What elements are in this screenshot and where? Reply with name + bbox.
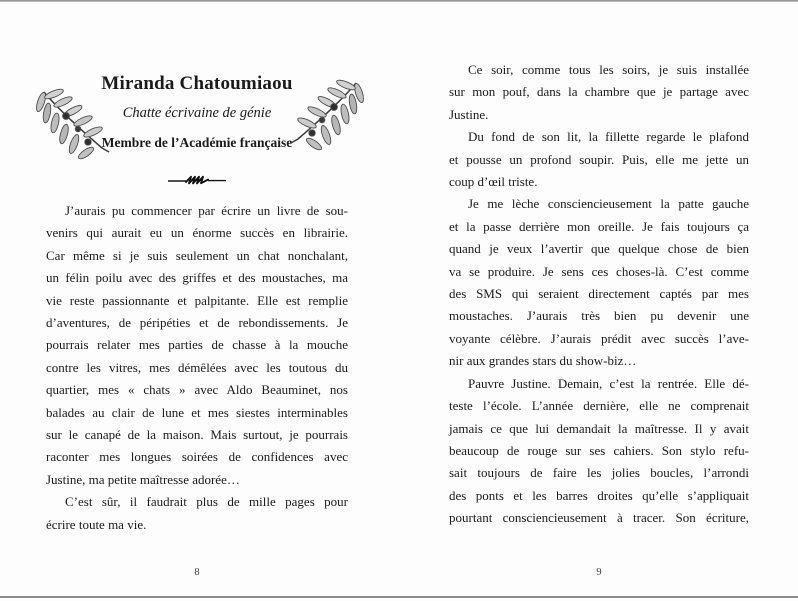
author-subtitle: Chatte écrivaine de génie: [122, 105, 272, 121]
text-line: moustaches. J’aurais très bien pu devenir une: [449, 308, 749, 324]
text-line: d’aventures, de péripéties et de rebondissements. Je: [46, 315, 348, 331]
text-line: et la passe derrière mon oreille. Je fais toujours ça: [449, 218, 749, 234]
text-line: un félin poilu avec des griffes et des moustaches, ma: [46, 270, 348, 286]
text-line: pourrais relater mes parties de chasse à la mouche: [46, 337, 348, 353]
text-line: quand je veux l’avertir que quelque chose de bien: [449, 241, 749, 257]
paragraph: [449, 126, 749, 193]
page-number-right: 9: [596, 567, 602, 578]
right-page-text: [449, 59, 749, 530]
paragraph: [46, 200, 348, 491]
left-page-text: [46, 200, 348, 536]
text-line: sur le canapé de la maison. Mais surtout, je pourrais: [46, 427, 348, 443]
page-number-left: 8: [194, 567, 200, 578]
text-line: vie reste passionnante et palpitante. Elle est remplie: [46, 292, 348, 308]
text-line: Car même si je suis seulement un chat nonchalant,: [46, 247, 348, 263]
text-line: des SMS qui seraient directement captés par mes: [449, 286, 749, 302]
paragraph: [46, 491, 348, 536]
text-line: quartier, mes « chats » avec Aldo Beauminet, nos: [46, 382, 348, 398]
text-line: Du fond de son lit, la fillette regarde le plafond: [468, 129, 749, 145]
olive-branch-right-icon: [290, 76, 370, 156]
paragraph: [449, 193, 749, 372]
text-line: beaucoup de rouge sur ses cahiers. Son stylo refu-: [449, 442, 749, 458]
text-line: nir aux grandes stars du show-biz…: [449, 353, 637, 369]
text-line: C’est sûr, il faudrait plus de mille pages pour: [65, 494, 348, 510]
text-line: venirs qui aurait eu un énorme succès en librairie.: [46, 225, 348, 241]
text-line: J’aurais pu commencer par écrire un livre de sou-: [65, 203, 348, 218]
text-line: voyante célèbre. J’aurais prédit avec succès l’ave-: [449, 330, 749, 346]
paragraph: [449, 373, 749, 530]
text-line: coup d’œil triste.: [449, 174, 538, 190]
text-line: sait toujours de faire les jolies boucles, l’arrondi: [449, 465, 749, 481]
text-line: écrire toute ma vie.: [46, 516, 147, 532]
text-line: sur mon pouf, dans la chambre que je partage avec: [449, 84, 749, 100]
text-line: va se produire. Je sens ces choses-là. C’est comme: [449, 263, 749, 279]
text-line: Justine.: [449, 106, 489, 122]
olive-branch-left-icon: [30, 85, 110, 165]
text-line: contre les vitres, mes démêlées avec les toutous du: [46, 359, 348, 375]
text-line: des ponts et les barres droites qu’elle s’appliquait: [449, 487, 749, 503]
text-line: jamais ce que lui demandait la maîtresse. Il y avait: [449, 420, 749, 436]
text-line: Ce soir, comme tous les soirs, je suis installée: [468, 62, 749, 77]
text-line: teste l’école. L’année dernière, elle ne comprenait: [449, 398, 749, 414]
rope-knot-divider-icon: [46, 174, 348, 192]
text-line: balades au clair de lune et mes siestes interminables: [46, 404, 348, 420]
text-line: et pousse un profond soupir. Puis, elle me jette un: [449, 151, 749, 167]
paragraph: [449, 59, 749, 126]
text-line: Justine, ma petite maîtresse adorée…: [46, 471, 240, 487]
text-line: pourtant consciencieusement à tracer. Son écriture,: [449, 510, 749, 526]
right-page: [399, 0, 798, 601]
author-name: Miranda Chatoumiaou: [101, 73, 293, 94]
author-affiliation: Membre de l’Académie française: [101, 135, 293, 150]
text-line: Je me lèche consciencieusement la patte gauche: [468, 196, 749, 212]
text-line: Pauvre Justine. Demain, c’est la rentrée. Elle dé-: [468, 375, 749, 391]
text-line: raconter mes longues soirées de confidences avec: [46, 449, 348, 465]
